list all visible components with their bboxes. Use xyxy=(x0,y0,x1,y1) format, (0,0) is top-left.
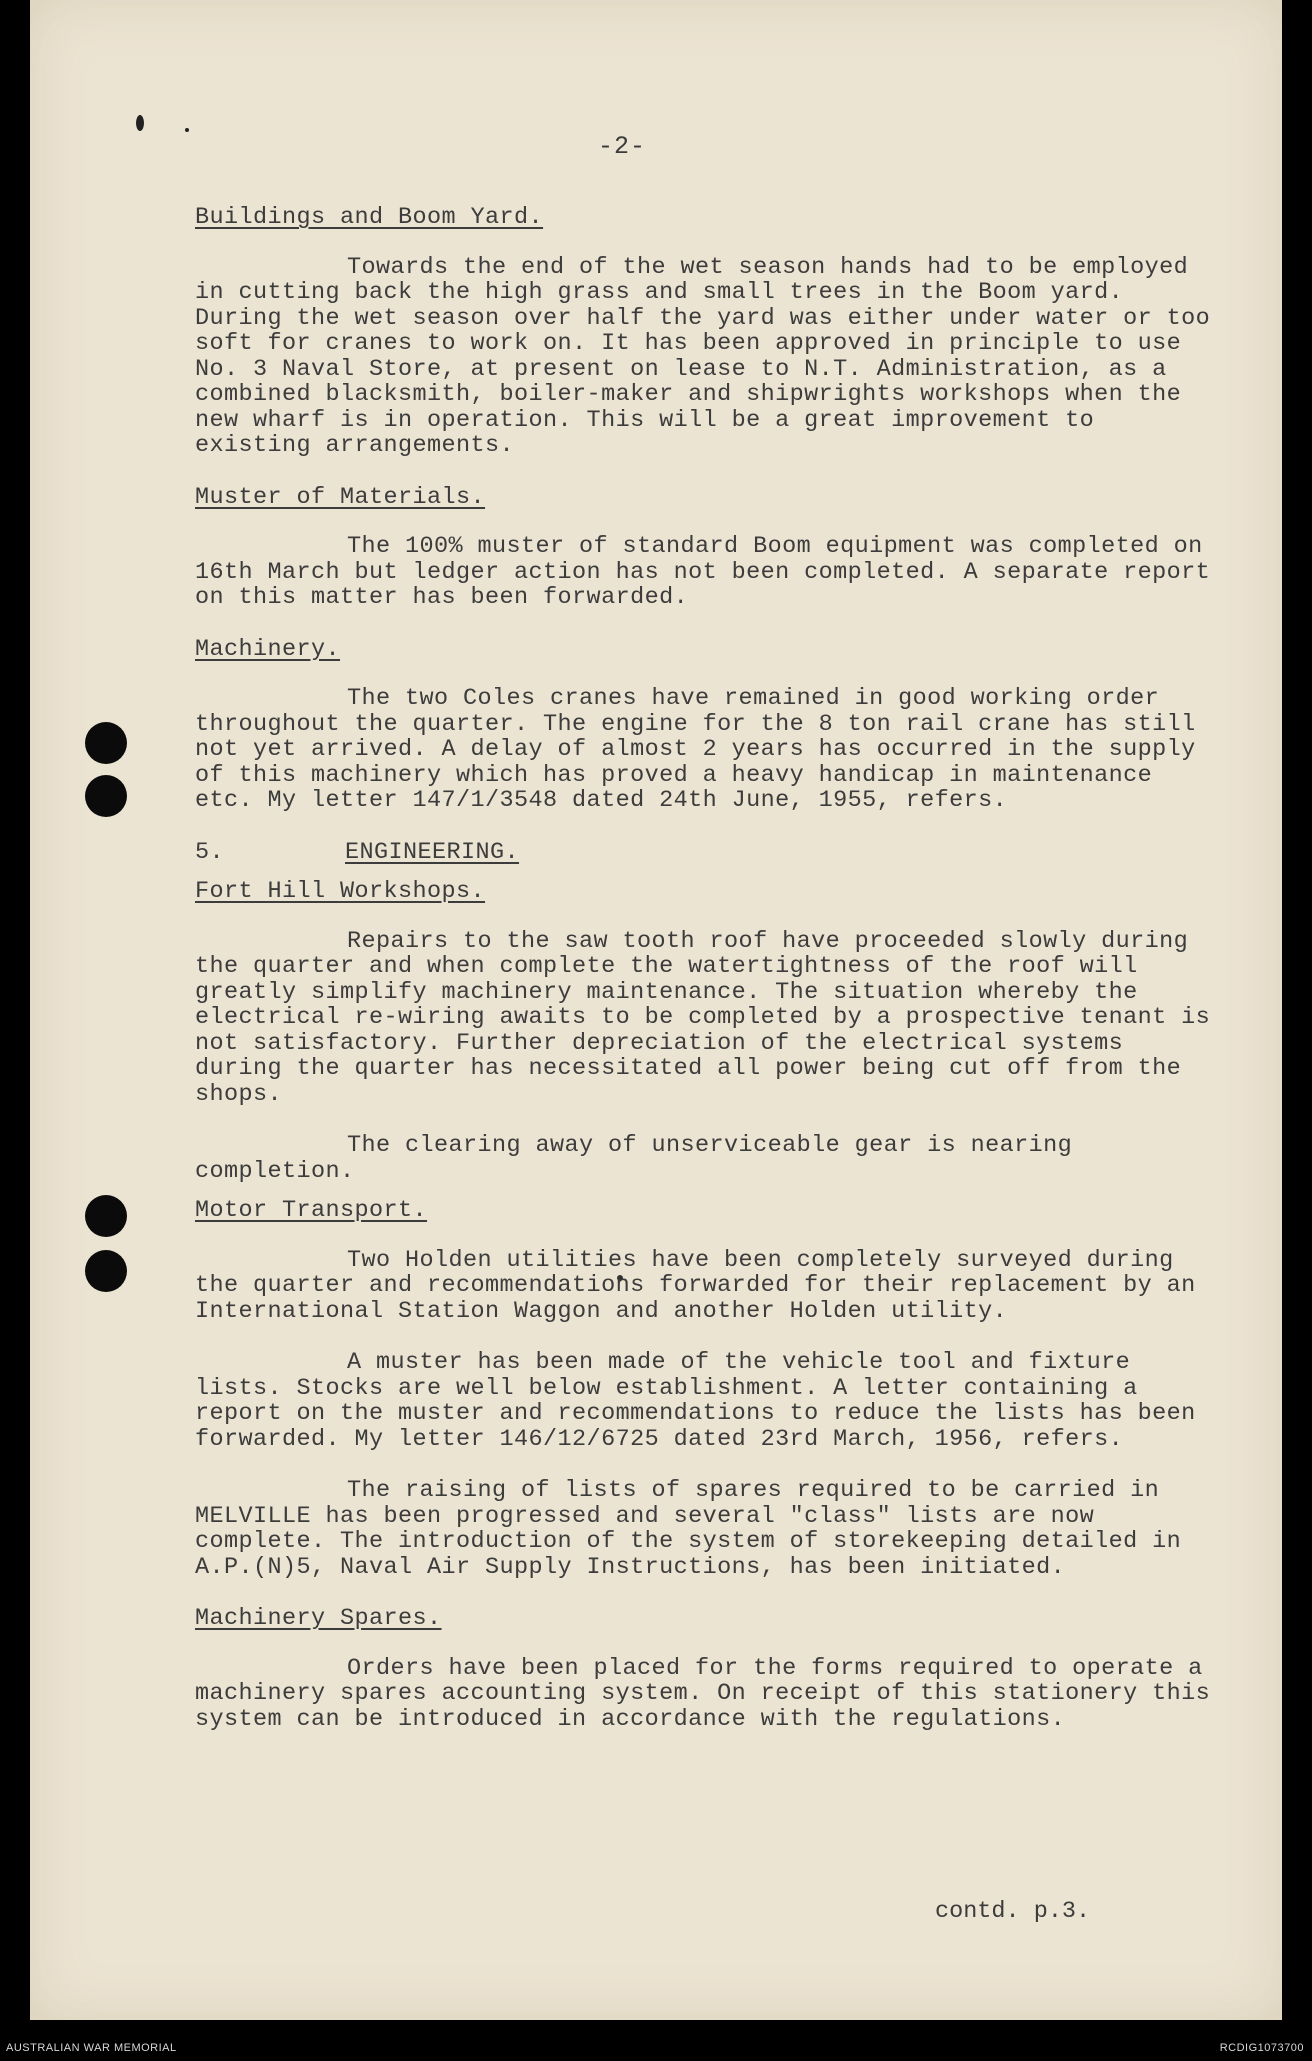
punch-hole xyxy=(85,722,127,764)
motor-transport-paragraph-2: A muster has been made of the vehicle tool and fixture lists. Stocks are well below establishment. A letter containing a report on the muster and recommendations to reduce the lists has been forwarded. My letter 146/12/6725 dated 23rd March, 1956, refers. xyxy=(195,1349,1196,1453)
engineering-section-title xyxy=(195,840,1215,866)
page-number: -2- xyxy=(598,132,647,161)
machinery-spares-heading: Machinery Spares. xyxy=(195,1605,442,1632)
motor-transport-heading: Motor Transport. xyxy=(195,1197,428,1224)
fort-hill-paragraph-2: The clearing away of unserviceable gear is nearing completion. xyxy=(195,1132,1073,1185)
document-body xyxy=(195,205,1215,1732)
machinery-paragraph: The two Coles cranes have remained in good working order throughout the quarter. The engine for the 8 ton rail crane has still not yet arrived. A delay of almost 2 years has occurred in the supply of this machinery which has proved a heavy handicap in maintenance etc. My letter 147/1/3548 dated 24th June, 1955, refers. xyxy=(195,685,1196,814)
paper-mark xyxy=(136,115,144,131)
muster-paragraph: The 100% muster of standard Boom equipment was completed on 16th March but ledger action has not been completed. A separate report on this matter has been forwarded. xyxy=(195,533,1211,611)
fort-hill-paragraph: Repairs to the saw tooth roof have proceeded slowly during the quarter and when complete the watertightness of the roof will greatly simplify machinery maintenance. The situation whereby the electrical re-wiring awaits to be completed by a prospective tenant is not satisfactory. Further depreciation of the electrical systems during the quarter has necessitated all power being cut off from the shops. xyxy=(195,927,1211,1108)
machinery-heading: Machinery. xyxy=(195,635,341,663)
fort-hill-heading: Fort Hill Workshops. xyxy=(195,878,486,905)
buildings-heading: Buildings and Boom Yard. xyxy=(195,204,544,231)
motor-transport-paragraph: Two Holden utilities have been completely surveyed during the quarter and recommendations forwarded for their replacement by an International Station Waggon and another Holden utility. xyxy=(195,1246,1196,1325)
machinery-spares-paragraph: Orders have been placed for the forms required to operate a machinery spares accounting system. On receipt of this stationery this system can be introduced in accordance with the regulations. xyxy=(195,1654,1211,1733)
punch-hole xyxy=(85,1250,127,1292)
muster-heading: Muster of Materials. xyxy=(195,483,486,511)
continued-note: contd. p.3. xyxy=(935,1898,1091,1925)
paper-mark xyxy=(185,128,189,132)
punch-hole xyxy=(85,1195,127,1237)
motor-transport-paragraph-3: The raising of lists of spares required to be carried in MELVILLE has been progressed and several "class" lists are now complete. The introduction of the system of storekeeping detailed in A.P.(N)5, Naval Air Supply Instructions, has been initiated. xyxy=(195,1477,1182,1581)
punch-hole xyxy=(85,775,127,817)
archive-id: RCDIG1073700 xyxy=(1219,2042,1304,2054)
buildings-paragraph: Towards the end of the wet season hands had to be employed in cutting back the high grass and small trees in the Boom yard. During the wet season over half the yard was either under water or too soft for cranes to work on. It has been approved in principle to use No. 3 Naval Store, at present on lease to N.T. Administration, as a combined blacksmith, boiler-maker and shipwrights workshops when the new wharf is in operation. This will be a great improvement to existing arrangements. xyxy=(195,253,1211,459)
archive-credit: AUSTRALIAN WAR MEMORIAL xyxy=(6,2042,177,2054)
section-number: 5. xyxy=(195,838,225,866)
engineering-heading: ENGINEERING. xyxy=(345,838,520,866)
